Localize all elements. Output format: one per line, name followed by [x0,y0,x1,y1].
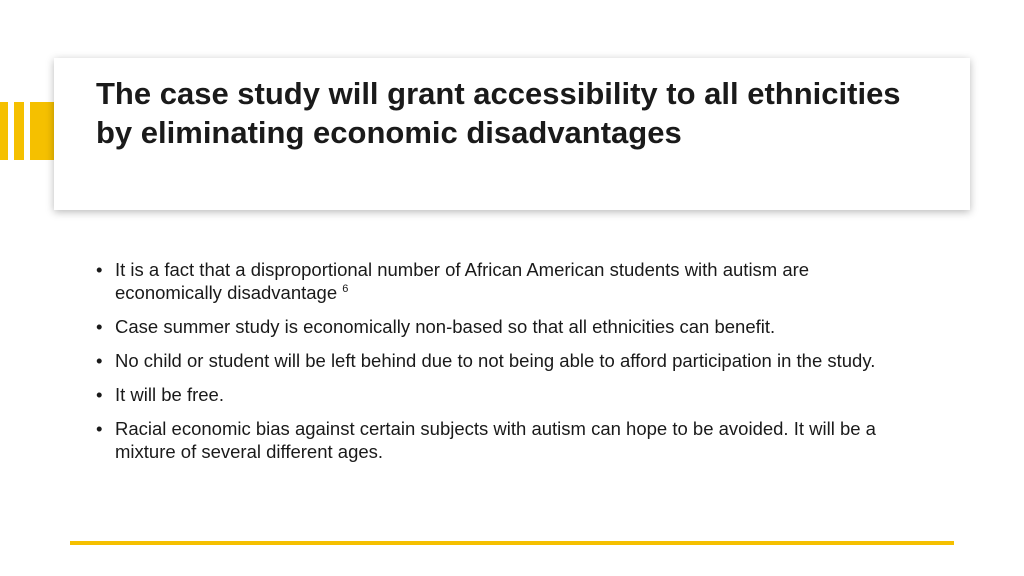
bullet-dot: • [96,384,103,405]
bullet-dot: • [96,259,103,280]
bullet-text: Racial economic bias against certain subjects with autism can hope to be avoided. It will be a mixture of several different ages. [115,418,876,462]
citation-superscript: 6 [342,282,349,295]
bullet-text: Case summer study is economically non-based so that all ethnicities can benefit. [115,316,776,337]
bullet-item [96,383,916,406]
bullet-text: It will be free. [115,384,224,405]
bullet-dot: • [96,350,103,371]
slide-title: The case study will grant accessibility to all ethnicities by eliminating economic disadvantages [96,76,901,150]
bottom-accent-line [70,541,954,545]
accent-bar [30,102,54,160]
bullet-dot: • [96,418,103,439]
bullet-list [96,258,916,474]
title-box [54,58,970,210]
accent-bar [0,102,8,160]
bullet-item [96,417,916,463]
bullet-item [96,349,916,372]
bullet-text: It is a fact that a disproportional number of African American students with autism are economically disadvantage [115,259,810,303]
bullet-dot: • [96,316,103,337]
accent-bar [14,102,24,160]
bullet-item [96,315,916,338]
bullet-item [96,258,916,304]
bullet-text: No child or student will be left behind due to not being able to afford participation in the study. [115,350,876,371]
accent-bars-decoration [0,102,54,160]
